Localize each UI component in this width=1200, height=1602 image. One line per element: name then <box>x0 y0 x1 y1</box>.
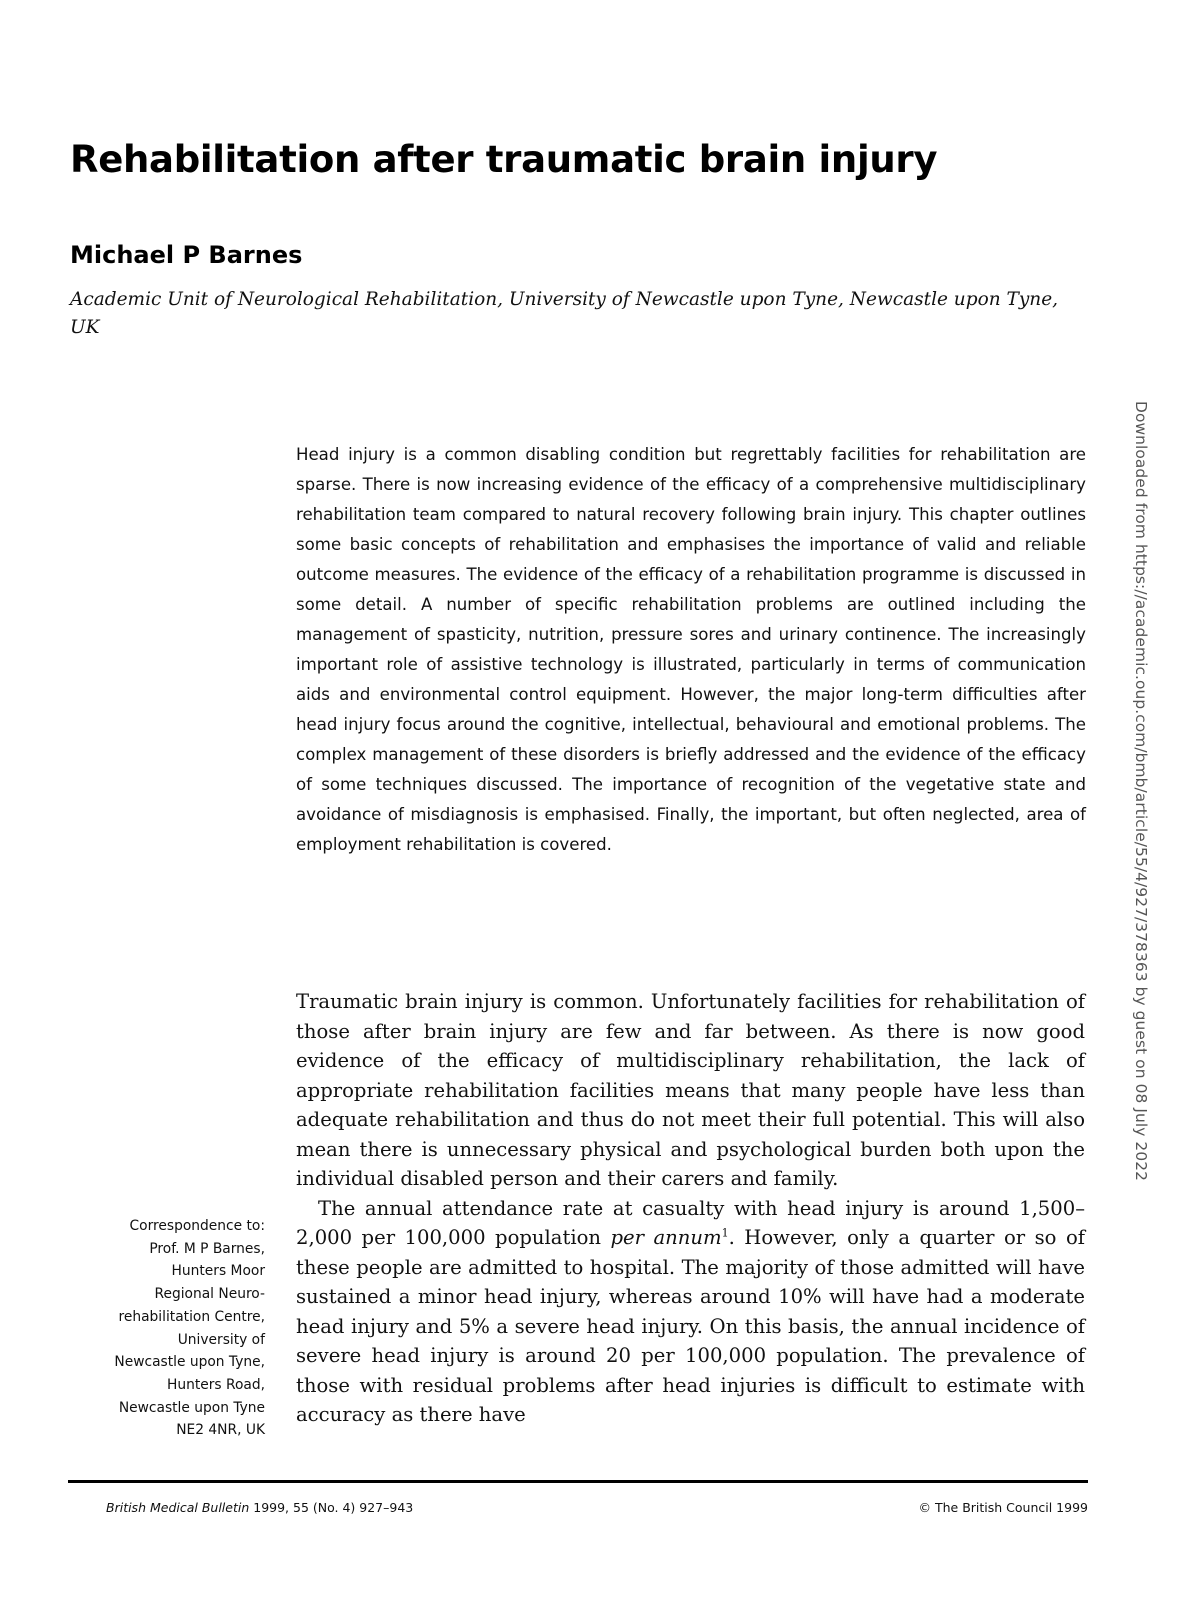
correspondence-line: Hunters Road, <box>166 1376 265 1393</box>
correspondence-line: Newcastle upon Tyne <box>118 1399 265 1416</box>
correspondence-line: Newcastle upon Tyne, <box>114 1354 265 1371</box>
author-name: Michael P Barnes <box>70 241 303 269</box>
correspondence-line: Hunters Moor <box>171 1263 265 1280</box>
correspondence-line: NE2 4NR, UK <box>176 1422 265 1439</box>
paragraph-2-text-start: The annual attendance rate at casualty with head injury is around 1,500–2,000 per 100,000 population <box>296 1196 1085 1249</box>
body-paragraph-2 <box>296 1194 1085 1430</box>
download-watermark: Downloaded from https://academic.oup.com/bmb/article/55/4/927/378363 by guest on 08 July 2022 <box>1132 401 1150 1181</box>
correspondence-line: rehabilitation Centre, <box>118 1308 265 1325</box>
abstract: Head injury is a common disabling condition but regrettably facilities for rehabilitation are sparse. There is now increasing evidence of the efficacy of a comprehensive multidisciplinary rehabilitation team compared to natural recovery following brain injury. This chapter outlines some basic concepts of rehabilitation and emphasises the importance of valid and reliable outcome measures. The evidence of the efficacy of a rehabilitation programme is discussed in some detail. A number of specific rehabilitation problems are outlined including the management of spasticity, nutrition, pressure sores and urinary continence. The increasingly important role of assistive technology is illustrated, particularly in terms of communication aids and environmental control equipment. However, the major long-term difficulties after head injury focus around the cognitive, intellectual, behavioural and emotional problems. The complex management of these disorders is briefly addressed and the evidence of the efficacy of some techniques discussed. The importance of recognition of the vegetative state and avoidance of misdiagnosis is emphasised. Finally, the important, but often neglected, area of employment rehabilitation is covered. <box>296 445 1086 854</box>
journal-name: British Medical Bulletin <box>106 1500 250 1515</box>
article-title: Rehabilitation after traumatic brain injury <box>70 138 938 181</box>
body-paragraph-1: Traumatic brain injury is common. Unfortunately facilities for rehabilitation of those after brain injury are few and far between. As there is now good evidence of the efficacy of multidisciplinary rehabilitation, the lack of appropriate rehabilitation facilities means that many people have less than adequate rehabilitation and thus do not meet their full potential. This will also mean there is unnecessary physical and psychological burden both upon the individual disabled person and their carers and family. <box>296 990 1085 1190</box>
author-affiliation: Academic Unit of Neurological Rehabilitation, University of Newcastle upon Tyne, Newcastle upon Tyne, UK <box>70 289 1059 338</box>
citation-details: 1999, 55 (No. 4) 927–943 <box>249 1500 414 1515</box>
body-text <box>296 987 1085 1430</box>
paragraph-2-italic: per annum <box>610 1226 722 1249</box>
correspondence-line: Correspondence to: <box>129 1218 265 1234</box>
correspondence-line: Regional Neuro- <box>154 1286 265 1303</box>
footer-copyright: © The British Council 1999 <box>918 1500 1088 1515</box>
footer-divider <box>68 1480 1088 1483</box>
correspondence-line: University of <box>177 1331 265 1348</box>
correspondence-address <box>60 1215 265 1442</box>
reference-1-link[interactable]: 1 <box>721 1226 729 1240</box>
correspondence-line: Prof. M P Barnes, <box>149 1240 265 1257</box>
paragraph-2-text-end: . However, only a quarter or so of these people are admitted to hospital. The majority of those admitted will have sustained a minor head injury, whereas around 10% will have had a moderate head injury and 5% a severe head injury. On this basis, the annual incidence of severe head injury is around 20 per 100,000 population. The prevalence of those with residual problems after head injuries is difficult to estimate with accuracy as there have <box>296 1226 1085 1426</box>
footer-citation <box>106 1500 413 1515</box>
